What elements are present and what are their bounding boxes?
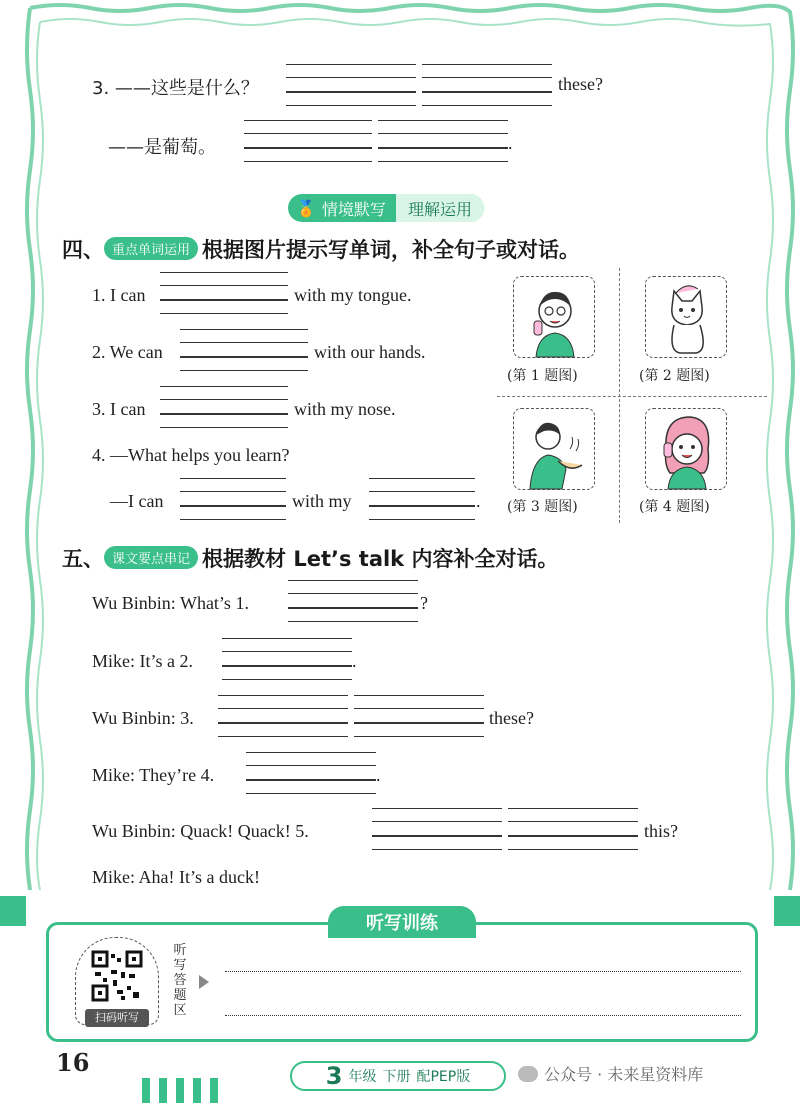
listening-title: 听写训练: [328, 906, 476, 938]
section-4-number: 四、: [62, 238, 104, 262]
picture-boy-smelling: [513, 408, 595, 490]
section-5-pill: 课文要点串记: [104, 546, 198, 569]
side-tab-left: [0, 896, 26, 926]
wechat-icon: [518, 1066, 538, 1082]
writing-line[interactable]: [354, 695, 484, 737]
dictation-line-2[interactable]: [225, 1015, 741, 1016]
caption-2: (第 2 题图): [639, 368, 710, 384]
writing-line[interactable]: [246, 752, 376, 794]
q3-answer: ——是葡萄。: [108, 137, 216, 158]
dictation-line-1[interactable]: [225, 971, 741, 972]
listening-box: [46, 922, 758, 1042]
page-number: 16: [56, 1048, 90, 1077]
s5-line-3-post: these?: [489, 708, 534, 728]
s4-item-1-post: with my tongue.: [294, 285, 412, 305]
s5-line-4-pre: Mike: They’re 4.: [92, 765, 215, 785]
s5-line-2-post: .: [352, 651, 357, 671]
writing-line[interactable]: [180, 478, 286, 520]
picture-grid: [497, 268, 767, 523]
watermark: [518, 1062, 703, 1085]
q3-question-end: these?: [558, 74, 603, 94]
caption-3: (第 3 题图): [507, 499, 578, 515]
q3-answer-end: .: [508, 133, 513, 153]
writing-line[interactable]: [286, 64, 416, 106]
writing-line[interactable]: [222, 638, 352, 680]
writing-line[interactable]: [218, 695, 348, 737]
s4-item-3-post: with my nose.: [294, 399, 396, 419]
s4-item-4-mid: with my: [292, 491, 352, 511]
writing-line[interactable]: [288, 580, 418, 622]
grade-number: 3: [325, 1062, 343, 1090]
s4-item-4-question: 4. —What helps you learn?: [92, 445, 290, 465]
s4-item-4-end: .: [476, 491, 481, 511]
writing-line[interactable]: [378, 120, 508, 162]
s5-line-5-post: this?: [644, 821, 678, 841]
arrow-right-icon: [199, 975, 209, 989]
term-label: 下册: [382, 1069, 411, 1085]
writing-line[interactable]: [160, 272, 288, 314]
banner-right: 理解运用: [396, 194, 484, 222]
grid-divider: [497, 396, 767, 397]
s4-item-2-post: with our hands.: [314, 342, 426, 362]
answer-area-label: 听写答题区: [173, 943, 187, 1018]
grade-label: 年级: [348, 1069, 377, 1085]
picture-girl-listening: [645, 408, 727, 490]
caption-4: (第 4 题图): [639, 499, 710, 515]
s5-line-3-pre: Wu Binbin: 3.: [92, 708, 194, 728]
writing-line[interactable]: [160, 386, 288, 428]
writing-line[interactable]: [244, 120, 372, 162]
section-banner: [288, 194, 484, 222]
banner-left: 情境默写: [321, 199, 386, 219]
watermark-text: 公众号 · 未来星资料库: [544, 1065, 704, 1084]
s5-line-5-pre: Wu Binbin: Quack! Quack! 5.: [92, 821, 309, 841]
qr-caption: 扫码听写: [85, 1009, 149, 1027]
s5-line-6: Mike: Aha! It’s a duck!: [92, 867, 260, 887]
s4-item-3-pre: 3. I can: [92, 399, 146, 419]
section-4-instruction: 根据图片提示写单词，补全句子或对话。: [202, 238, 581, 262]
writing-line[interactable]: [508, 808, 638, 850]
section-5-instruction: 根据教材 Let’s talk 内容补全对话。: [202, 547, 559, 571]
footer-edition-badge: [290, 1061, 506, 1091]
section-5-heading: [62, 543, 558, 573]
s4-item-4-pre: —I can: [110, 491, 164, 511]
s5-line-1-pre: Wu Binbin: What’s 1.: [92, 593, 249, 613]
picture-boy-tasting: [513, 276, 595, 358]
s4-item-1-pre: 1. I can: [92, 285, 146, 305]
edition-label: 配PEP版: [416, 1069, 471, 1085]
s5-line-1-post: ?: [420, 593, 428, 613]
footer-stripes: [142, 1078, 227, 1103]
writing-line[interactable]: [369, 478, 475, 520]
medal-icon: 🏅: [296, 198, 316, 218]
section-5-number: 五、: [62, 547, 104, 571]
side-tab-right: [774, 896, 800, 926]
s4-item-2-pre: 2. We can: [92, 342, 163, 362]
q3-question: 3. ——这些是什么？: [92, 78, 259, 99]
caption-1: (第 1 题图): [507, 368, 578, 384]
section-4-pill: 重点单词运用: [104, 237, 198, 260]
s5-line-4-post: .: [376, 765, 381, 785]
writing-line[interactable]: [180, 329, 308, 371]
section-4-heading: [62, 234, 580, 264]
writing-line[interactable]: [422, 64, 552, 106]
picture-cat-petting: [645, 276, 727, 358]
s5-line-2-pre: Mike: It’s a 2.: [92, 651, 193, 671]
writing-line[interactable]: [372, 808, 502, 850]
qr-code-icon[interactable]: [91, 950, 143, 1002]
